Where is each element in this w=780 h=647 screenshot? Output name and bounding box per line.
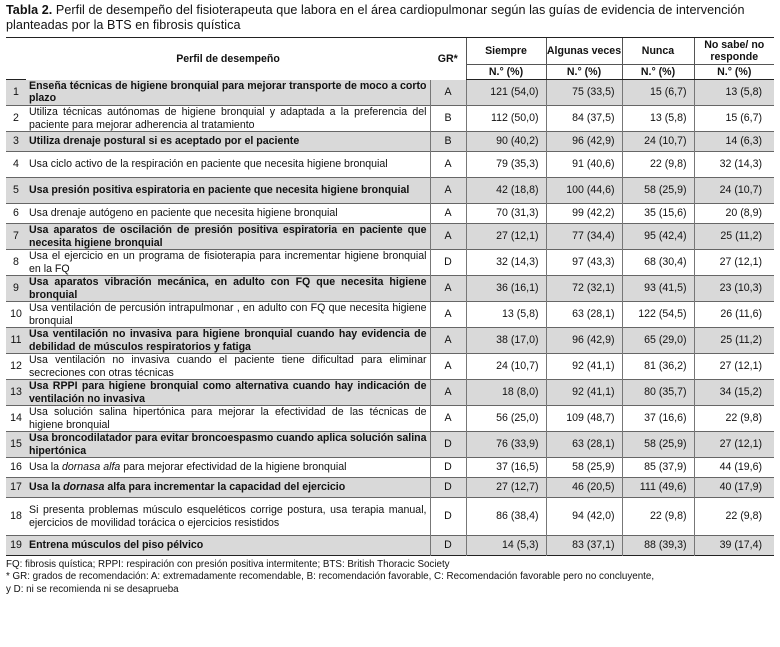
row-no-sabe: 25 (11,2) [694,328,774,354]
caption-label: Tabla 2. [6,3,53,17]
row-perfil: Usa presión positiva espiratoria en paciente que necesita higiene bronquial [29,184,410,197]
header-sub-algunas: N.° (%) [546,65,622,80]
row-gr: A [430,380,466,406]
table-row [6,204,774,224]
table-container [6,0,774,596]
row-siempre: 70 (31,3) [466,204,546,224]
row-siempre: 56 (25,0) [466,406,546,432]
row-siempre: 86 (38,4) [466,498,546,536]
perfil-text-post: para mejorar efectividad de la higiene bronquial [120,461,347,474]
table-row [6,458,774,478]
row-siempre: 36 (16,1) [466,276,546,302]
row-nunca: 81 (36,2) [622,354,694,380]
table-row [6,536,774,556]
row-gr: A [430,178,466,204]
row-number: 12 [10,360,22,373]
row-no-sabe: 34 (15,2) [694,380,774,406]
row-no-sabe: 22 (9,8) [694,498,774,536]
row-nunca: 80 (35,7) [622,380,694,406]
row-algunas-veces: 96 (42,9) [546,328,622,354]
row-nunca: 122 (54,5) [622,302,694,328]
row-siempre: 76 (33,9) [466,432,546,458]
table-body [6,80,774,556]
row-siempre: 24 (10,7) [466,354,546,380]
row-no-sabe: 32 (14,3) [694,152,774,178]
row-algunas-veces: 63 (28,1) [546,432,622,458]
row-nunca: 88 (39,3) [622,536,694,556]
row-perfil: Utiliza drenaje postural si es aceptado por el paciente [29,135,300,148]
footnote-gr-definition: * GR: grados de recomendación: A: extremadamente recomendable, B: recomendación favorable, C: Recomendación favorable pero no concluyente, [6,571,655,583]
perfil-text-post: alfa para incrementar la capacidad del ejercicio [104,481,346,494]
row-perfil: Usa aparatos vibración mecánica, en adulto con FQ que necesita higiene bronquial [29,276,427,301]
row-gr: D [430,432,466,458]
row-gr: D [430,478,466,498]
row-gr: D [430,458,466,478]
row-number: 7 [13,230,19,243]
table-row [6,328,774,354]
row-nunca: 95 (42,4) [622,224,694,250]
header-no-sabe: No sabe/ no responde [694,38,774,65]
row-perfil: Usa RPPI para higiene bronquial como alternativa cuando hay indicación de ventilación no invasiva [29,380,427,405]
row-no-sabe: 20 (8,9) [694,204,774,224]
row-algunas-veces: 58 (25,9) [546,458,622,478]
row-nunca: 111 (49,6) [622,478,694,498]
table-caption [6,3,774,33]
row-no-sabe: 27 (12,1) [694,432,774,458]
row-algunas-veces: 92 (41,1) [546,380,622,406]
row-number: 1 [13,86,19,99]
row-gr: A [430,224,466,250]
header-siempre: Siempre [466,38,546,65]
row-number: 8 [13,256,19,269]
row-number: 6 [13,207,19,220]
table-header [6,38,774,80]
row-siempre: 37 (16,5) [466,458,546,478]
row-algunas-veces: 77 (34,4) [546,224,622,250]
row-algunas-veces: 63 (28,1) [546,302,622,328]
row-perfil: Usa broncodilatador para evitar broncoespasmo cuando aplica solución salina hipertónica [29,432,427,457]
row-nunca: 58 (25,9) [622,432,694,458]
footnote-abbreviations: FQ: fibrosis quística; RPPI: respiración con presión positiva intermitente; BTS: British Thoracic Society [6,559,450,570]
row-perfil: Usa el ejercicio en un programa de fisioterapia para incrementar higiene bronquial en la FQ [29,250,427,275]
row-nunca: 13 (5,8) [622,106,694,132]
table-row [6,432,774,458]
header-nunca: Nunca [622,38,694,65]
row-nunca: 65 (29,0) [622,328,694,354]
row-gr: D [430,536,466,556]
row-siempre: 38 (17,0) [466,328,546,354]
row-algunas-veces: 96 (42,9) [546,132,622,152]
row-gr: A [430,328,466,354]
row-no-sabe: 27 (12,1) [694,250,774,276]
row-number: 10 [10,308,22,321]
row-algunas-veces: 92 (41,1) [546,354,622,380]
row-nunca: 35 (15,6) [622,204,694,224]
row-no-sabe: 13 (5,8) [694,80,774,106]
row-gr: A [430,80,466,106]
perfil-text-pre: Usa la [29,481,64,494]
row-siempre: 112 (50,0) [466,106,546,132]
row-algunas-veces: 100 (44,6) [546,178,622,204]
row-number: 13 [10,386,22,399]
row-no-sabe: 25 (11,2) [694,224,774,250]
row-perfil: Usa ventilación no invasiva para higiene bronquial cuando hay evidencia de debilidad de músculos respiratorios y fatiga [29,328,427,353]
row-perfil: Usa ciclo activo de la respiración en paciente que necesita higiene bronquial [29,158,388,171]
table-row [6,250,774,276]
row-no-sabe: 24 (10,7) [694,178,774,204]
header-number [6,38,26,65]
header-gr: GR* [430,38,466,80]
table-footnotes [6,559,774,596]
row-no-sabe: 26 (11,6) [694,302,774,328]
row-number: 18 [10,510,22,523]
row-gr: B [430,132,466,152]
row-number: 15 [10,438,22,451]
perfil-text-italic: dornasa alfa [61,461,121,474]
row-nunca: 22 (9,8) [622,498,694,536]
row-siempre: 18 (8,0) [466,380,546,406]
row-algunas-veces: 94 (42,0) [546,498,622,536]
table-row [6,224,774,250]
row-siempre: 79 (35,3) [466,152,546,178]
row-nunca: 22 (9,8) [622,152,694,178]
row-siempre: 42 (18,8) [466,178,546,204]
row-algunas-veces: 109 (48,7) [546,406,622,432]
table-row [6,498,774,536]
performance-table [6,37,774,556]
row-no-sabe: 27 (12,1) [694,354,774,380]
row-no-sabe: 22 (9,8) [694,406,774,432]
header-perfil: Perfil de desempeño [26,38,430,80]
row-number: 5 [13,184,19,197]
row-perfil: Usa aparatos de oscilación de presión positiva espiratoria en paciente que necesita higiene bronquial [29,224,427,249]
row-algunas-veces: 46 (20,5) [546,478,622,498]
header-sub-siempre: N.° (%) [466,65,546,80]
row-perfil: Usa drenaje autógeno en paciente que necesita higiene bronquial [29,207,338,220]
table-row [6,354,774,380]
row-nunca: 37 (16,6) [622,406,694,432]
row-perfil: Si presenta problemas músculo esqueléticos corrige postura, usa terapia manual, ejercicios de movilidad torácica o ejercicios resistidos [29,504,427,529]
row-algunas-veces: 72 (32,1) [546,276,622,302]
row-siempre: 27 (12,1) [466,224,546,250]
row-gr: D [430,250,466,276]
row-number: 17 [10,481,22,494]
header-sub-nunca: N.° (%) [622,65,694,80]
row-no-sabe: 40 (17,9) [694,478,774,498]
row-perfil: Utiliza técnicas autónomas de higiene bronquial y adaptada a la preferencia del paciente para mejorar adherencia al tratamiento [29,106,427,131]
row-no-sabe: 15 (6,7) [694,106,774,132]
row-algunas-veces: 97 (43,3) [546,250,622,276]
table-row [6,380,774,406]
row-number: 3 [13,135,19,148]
row-nunca: 24 (10,7) [622,132,694,152]
row-number: 11 [10,334,22,347]
row-gr: A [430,406,466,432]
row-number: 16 [10,461,22,474]
row-nunca: 58 (25,9) [622,178,694,204]
row-perfil: Usa ventilación de percusión intrapulmonar , en adulto con FQ que necesita higiene bronquial [29,302,427,327]
row-no-sabe: 23 (10,3) [694,276,774,302]
header-sub-nosabe: N.° (%) [694,65,774,80]
row-perfil [26,458,430,478]
row-no-sabe: 39 (17,4) [694,536,774,556]
row-gr: A [430,204,466,224]
row-siempre: 27 (12,7) [466,478,546,498]
row-no-sabe: 44 (19,6) [694,458,774,478]
row-perfil: Entrena músculos del piso pélvico [29,539,204,552]
row-siempre: 90 (40,2) [466,132,546,152]
row-gr: A [430,152,466,178]
row-perfil: Usa solución salina hipertónica para mejorar la efectividad de las técnicas de higiene bronquial [29,406,427,431]
row-no-sabe: 14 (6,3) [694,132,774,152]
table-row [6,178,774,204]
row-algunas-veces: 84 (37,5) [546,106,622,132]
row-number: 2 [13,112,19,125]
table-row [6,152,774,178]
header-number-sub [6,65,26,80]
row-number: 19 [10,539,22,552]
row-algunas-veces: 99 (42,2) [546,204,622,224]
perfil-text-italic: dornasa [63,481,105,494]
row-algunas-veces: 75 (33,5) [546,80,622,106]
row-gr: D [430,498,466,536]
row-number: 14 [10,412,22,425]
row-nunca: 85 (37,9) [622,458,694,478]
row-gr: A [430,302,466,328]
perfil-text-pre: Usa la [29,461,62,474]
row-gr: A [430,276,466,302]
row-gr: B [430,106,466,132]
row-perfil: Usa ventilación no invasiva cuando el paciente tiene dificultad para eliminar secreciones con otras técnicas [29,354,427,379]
row-perfil [26,478,430,498]
row-number: 4 [13,158,19,171]
table-row [6,478,774,498]
table-row [6,276,774,302]
row-algunas-veces: 83 (37,1) [546,536,622,556]
table-row [6,406,774,432]
row-siempre: 32 (14,3) [466,250,546,276]
footnote-gr-definition-cont: y D: ni se recomienda ni se desaprueba [6,583,179,595]
row-number: 9 [13,282,19,295]
row-nunca: 15 (6,7) [622,80,694,106]
row-siempre: 14 (5,3) [466,536,546,556]
row-nunca: 93 (41,5) [622,276,694,302]
row-siempre: 121 (54,0) [466,80,546,106]
row-algunas-veces: 91 (40,6) [546,152,622,178]
header-algunas-veces: Algunas veces [546,38,622,65]
row-nunca: 68 (30,4) [622,250,694,276]
row-siempre: 13 (5,8) [466,302,546,328]
table-row [6,132,774,152]
row-gr: A [430,354,466,380]
table-row [6,80,774,106]
caption-text: Perfil de desempeño del fisioterapeuta que labora en el área cardiopulmonar según las guías de evidencia de intervención planteadas por la BTS en fibrosis quística [6,3,745,32]
row-perfil: Enseña técnicas de higiene bronquial para mejorar transporte de moco a corto plazo [29,80,427,105]
table-row [6,106,774,132]
table-row [6,302,774,328]
